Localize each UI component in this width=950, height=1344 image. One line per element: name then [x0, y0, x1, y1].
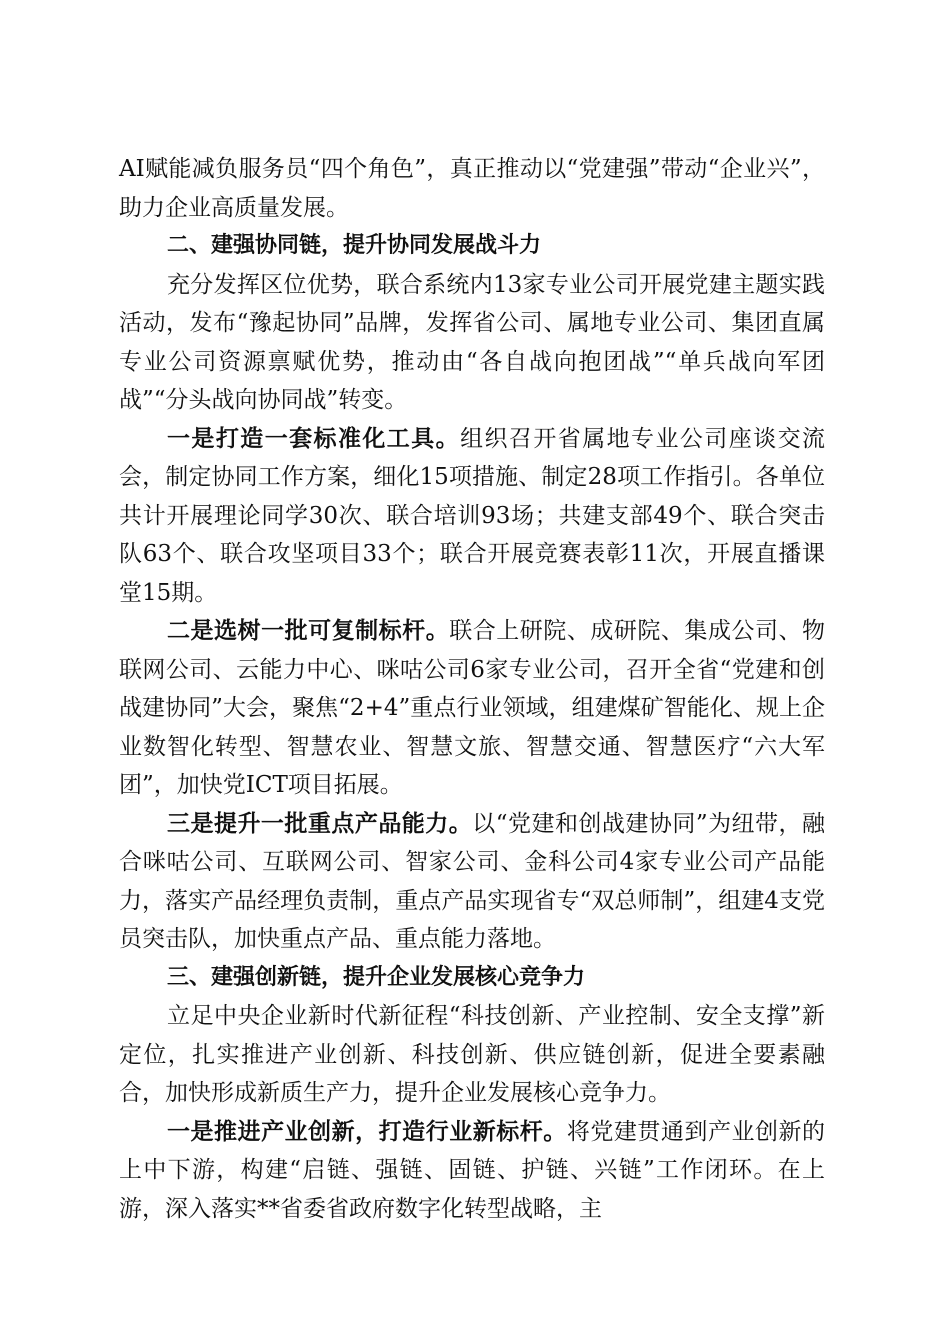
- paragraph-2-3-body: 以“党建和创战建协同”为纽带，融合咪咕公司、互联网公司、智家公司、金科公司4家专业公司产品能力，落实产品经理负责制，重点产品实现省专“双总师制”，组建4支党员突击队，加快重点产品、重点能力落地。: [119, 810, 825, 952]
- paragraph-2-2-lead: 二是选树一批可复制标杆。: [167, 617, 450, 644]
- paragraph-3-1-lead: 一是推进产业创新，打造行业新标杆。: [167, 1117, 567, 1145]
- paragraph-2-1: [119, 420, 825, 613]
- paragraph-section-2: 充分发挥区位优势，联合系统内13家专业公司开展党建主题实践活动，发布“豫起协同”品牌，发挥省公司、属地专业公司、集团直属专业公司资源禀赋优势，推动由“各自战向抱团战”“单兵战向军团战”“分头战向协同战”转变。: [119, 271, 825, 413]
- paragraph-2-2-body: 联合上研院、成研院、集成公司、物联网公司、云能力中心、咪咕公司6家专业公司，召开全省“党建和创战建协同”大会，聚焦“2+4”重点行业领域，组建煤矿智能化、规上企业数智化转型、智慧农业、智慧文旅、智慧交通、智慧医疗“六大军团”，加快党ICT项目拓展。: [119, 618, 826, 798]
- paragraph-section-3: 立足中央企业新时代新征程“科技创新、产业控制、安全支撑”新定位，扎实推进产业创新、科技创新、供应链创新，促进全要素融合，加快形成新质生产力，提升企业发展核心竞争力。: [119, 1003, 825, 1106]
- paragraph-2-3-lead: 三是提升一批重点产品能力。: [167, 809, 473, 837]
- paragraph-2-1-body: 组织召开省属地专业公司座谈交流会，制定协同工作方案，细化15项措施、制定28项工作指引。各单位共计开展理论同学30次、联合培训93场；共建支部49个、联合突击队63个、联合攻坚项目33个；联合开展竞赛表彰11次，开展直播课堂15期。: [119, 425, 826, 606]
- paragraph-2-2: [119, 612, 825, 805]
- paragraph-2-1-lead: 一是打造一套标准化工具。: [167, 424, 461, 452]
- paragraph-3-1-body: 将党建贯通到产业创新的上中下游，构建“启链、强链、固链、护链、兴链”工作闭环。在上游，深入落实**省委省政府数字化转型战略，主: [119, 1118, 826, 1222]
- paragraph-intro: AI赋能减负服务员“四个角色”，真正推动以“党建强”带动“企业兴”，助力企业高质量发展。: [119, 156, 825, 221]
- paragraph-2-3: [119, 805, 825, 959]
- paragraph-3-1: [119, 1113, 825, 1229]
- section-heading-2: 二、建强协同链，提升协同发展战斗力: [167, 233, 542, 258]
- section-heading-3: 三、建强创新链，提升企业发展核心竞争力: [167, 964, 586, 990]
- document-body: [119, 150, 825, 1228]
